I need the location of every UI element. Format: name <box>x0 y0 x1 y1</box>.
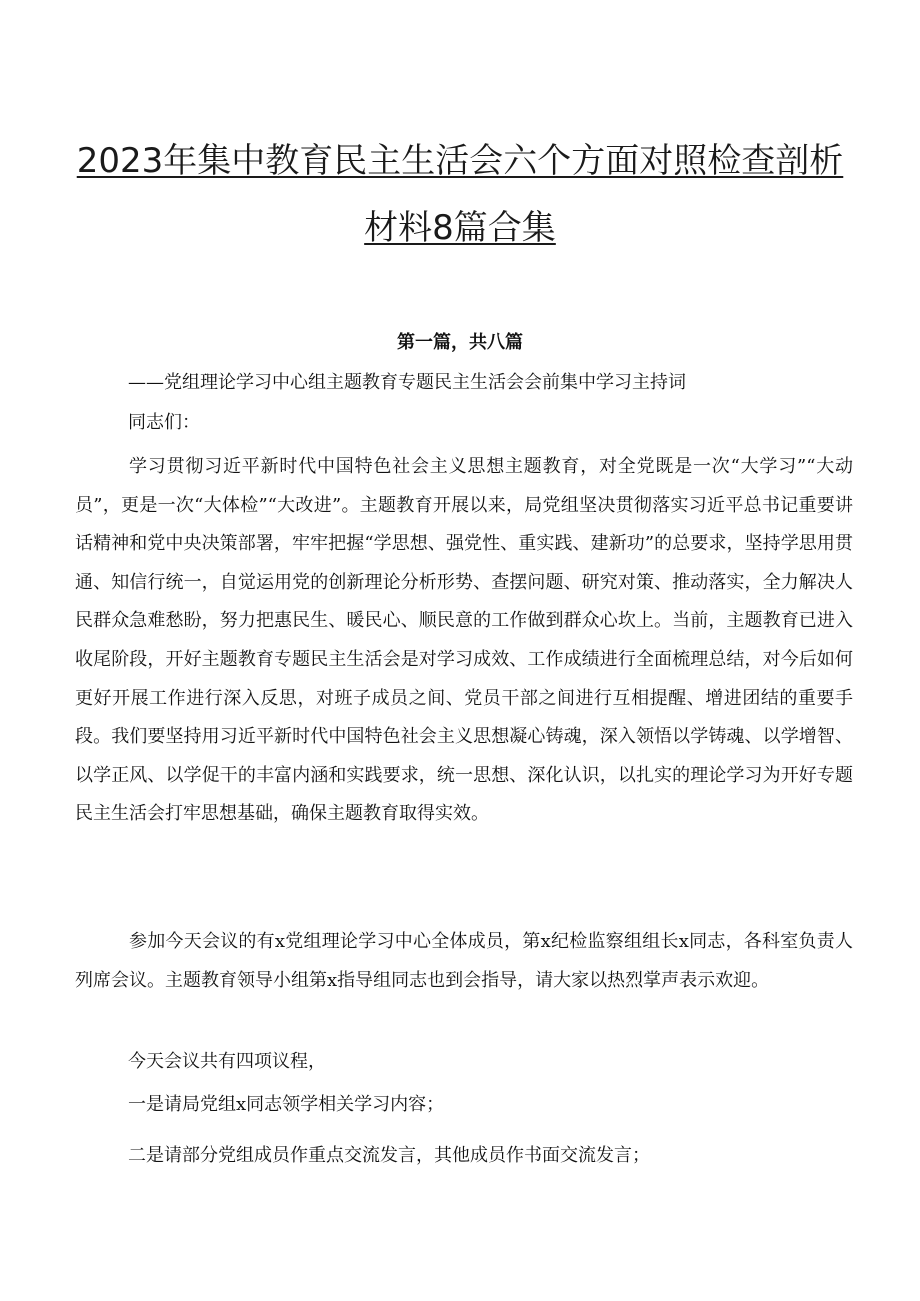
document-title-line-1 <box>0 141 920 181</box>
agenda-item-1: 一是请局党组x同志领学相关学习内容； <box>128 1094 445 1115</box>
agenda-intro: 今天会议共有四项议程， <box>128 1051 326 1072</box>
paragraph-2: 参加今天会议的有x党组理论学习中心全体成员，第x纪检监察组组长x同志，各科室负责人列席会议。主题教育领导小组第x指导组同志也到会指导，请大家以热烈掌声表示欢迎。 <box>75 931 853 991</box>
document-title-line-2 <box>0 208 920 248</box>
subtitle: ——党组理论学习中心组主题教育专题民主生活会会前集中学习主持词 <box>128 372 686 393</box>
title-text-1: 2023年集中教育民主生活会六个方面对照检查剖析 <box>76 141 844 181</box>
agenda-item-2: 二是请部分党组成员作重点交流发言，其他成员作书面交流发言； <box>128 1145 650 1166</box>
salutation: 同志们： <box>128 412 200 433</box>
title-text-2: 材料8篇合集 <box>364 208 556 248</box>
section-heading: 第一篇，共八篇 <box>397 332 523 353</box>
paragraph-1: 学习贯彻习近平新时代中国特色社会主义思想主题教育，对全党既是一次“大学习”“大动员”，更是一次“大体检”“大改进”。主题教育开展以来，局党组坚决贯彻落实习近平总书记重要讲话精神和党中央决策部署，牢牢把握“学思想、强党性、重实践、建新功”的总要求，坚持学思用贯通、知信行统一，自觉运用党的创新理论分析形势、查摆问题、研究对策、推动落实，全力解决人民群众急难愁盼，努力把惠民生、暖民心、顺民意的工作做到群众心坎上。当前，主题教育已进入收尾阶段，开好主题教育专题民主生活会是对学习成效、工作成绩进行全面梳理总结，对今后如何更好开展工作进行深入反思，对班子成员之间、党员干部之间进行互相提醒、增进团结的重要手段。我们要坚持用习近平新时代中国特色社会主义思想凝心铸魂，深入领悟以学铸魂、以学增智、以学正风、以学促干的丰富内涵和实践要求，统一思想、深化认识，以扎实的理论学习为开好专题民主生活会打牢思想基础，确保主题教育取得实效。 <box>75 456 853 825</box>
